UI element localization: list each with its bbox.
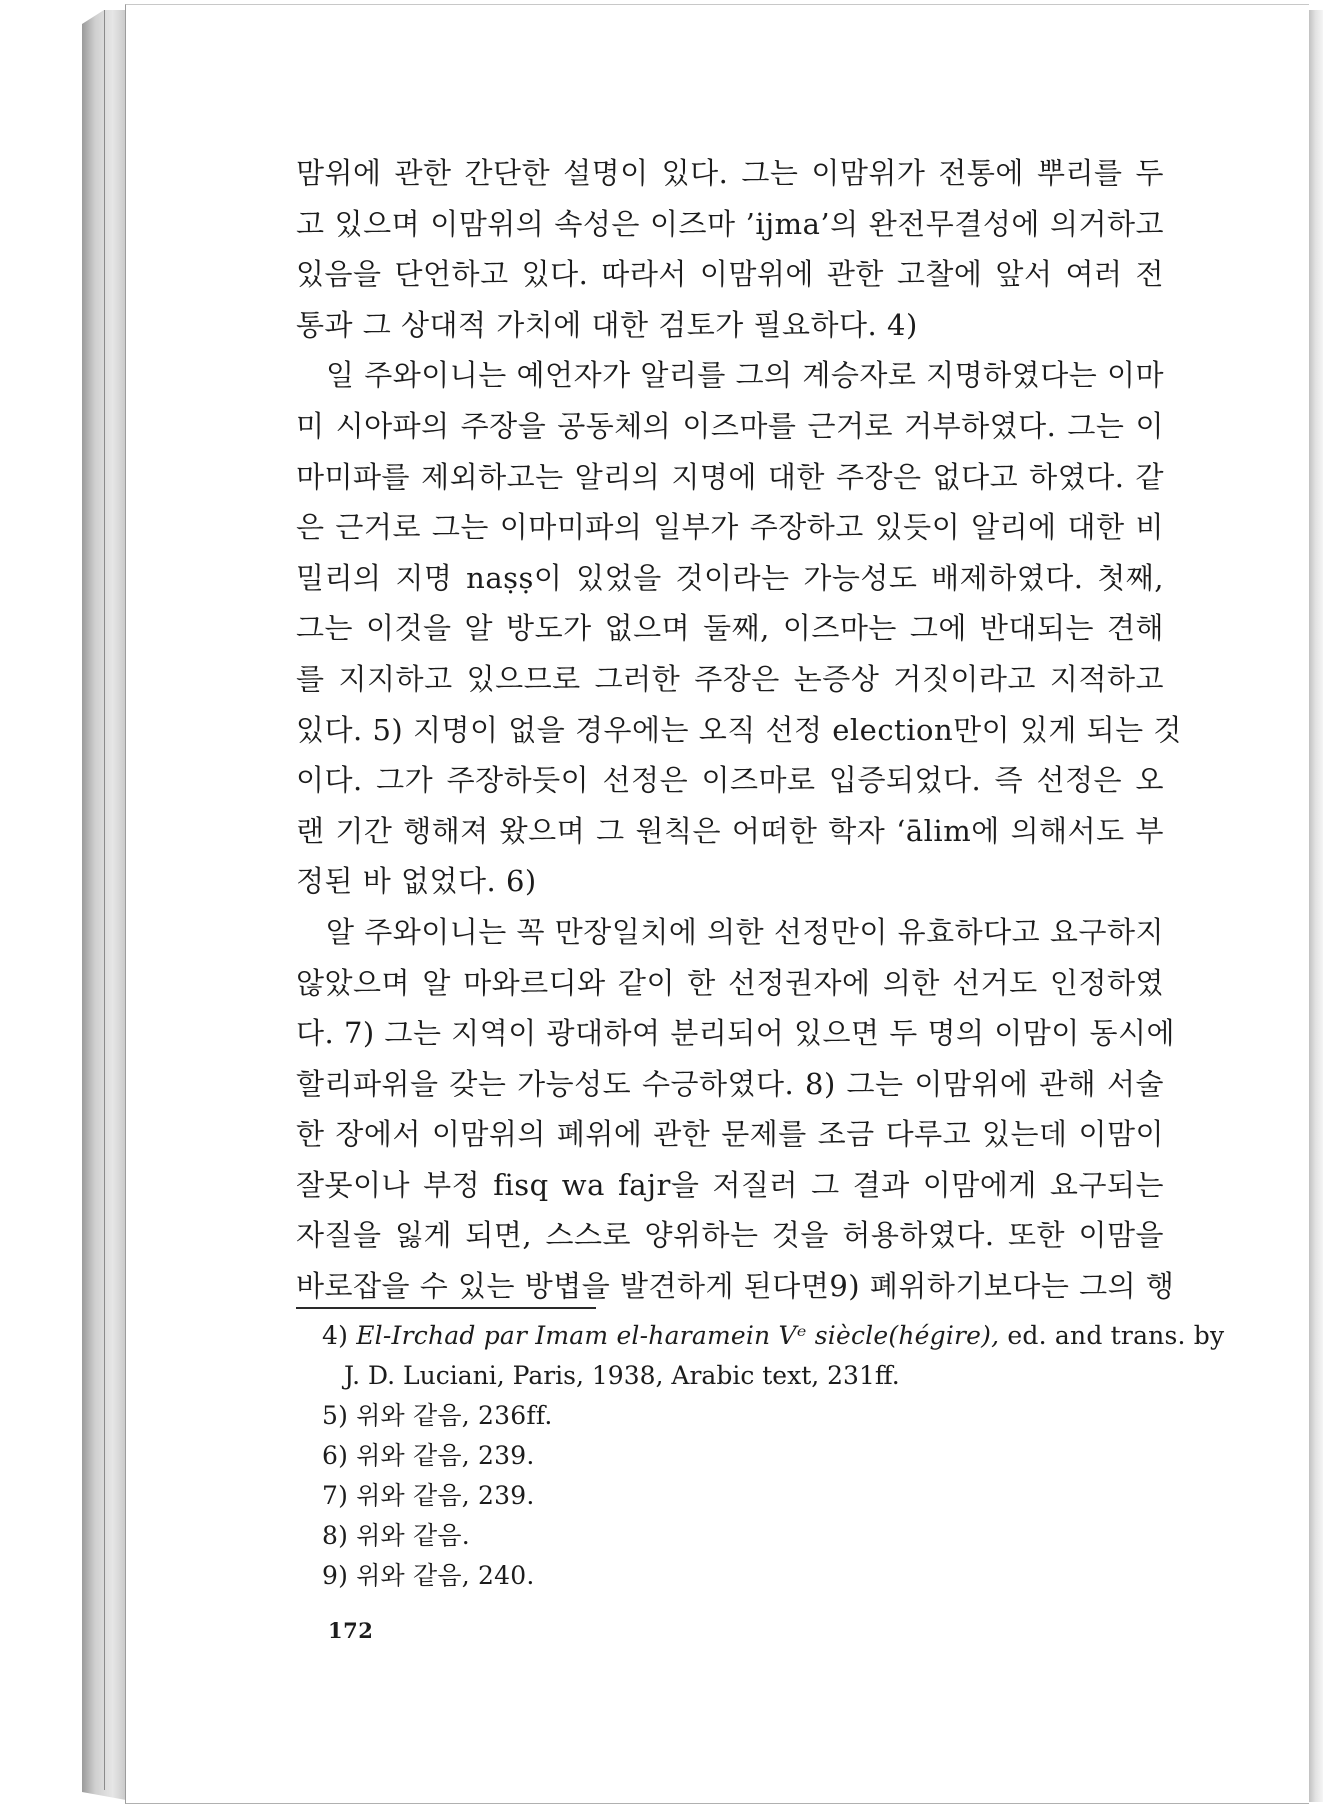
body-line: 은 근거로 그는 이마미파의 일부가 주장하고 있듯이 알리에 대한 비: [296, 510, 1164, 545]
body-line: 다. 7) 그는 지역이 광대하여 분리되어 있으면 두 명의 이맘이 동시에: [296, 1016, 1176, 1051]
body-line: 않았으며 알 마와르디와 같이 한 선정권자에 의한 선거도 인정하였: [296, 965, 1164, 1000]
body-line: 랜 기간 행해져 왔으며 그 원칙은 어떠한 학자 ‘ālim에 의해서도 부: [296, 813, 1164, 848]
body-line: 할리파위을 갖는 가능성도 수긍하였다. 8) 그는 이맘위에 관해 서술: [296, 1066, 1164, 1101]
footnote-9: 9) 위와 같음, 240.: [322, 1561, 535, 1590]
page-shadow: [1308, 10, 1323, 1802]
body-line: 맘위에 관한 간단한 설명이 있다. 그는 이맘위가 전통에 뿌리를 두: [296, 156, 1164, 190]
body-text: [296, 148, 1182, 1312]
body-line: 일 주와이니는 예언자가 알리를 그의 계승자로 지명하였다는 이마: [326, 358, 1164, 393]
footnote-4-continued: J. D. Luciani, Paris, 1938, Arabic text, 231ff.: [344, 1361, 900, 1390]
body-line: 를 지지하고 있으므로 그러한 주장은 논증상 거짓이라고 지적하고: [296, 661, 1164, 696]
body-line: 있음을 단언하고 있다. 따라서 이맘위에 관한 고찰에 앞서 여러 전: [296, 257, 1164, 292]
body-line: 바로잡을 수 있는 방볍을 발견하게 된다면9) 폐위하기보다는 그의 행: [296, 1269, 1175, 1304]
body-line: 자질을 잃게 되면, 스스로 양위하는 것을 허용하였다. 또한 이맘을: [296, 1218, 1164, 1253]
footnote-6: 6) 위와 같음, 239.: [322, 1441, 535, 1470]
body-line: 그는 이것을 알 방도가 없으며 둘째, 이즈마는 그에 반대되는 견해: [296, 611, 1164, 646]
body-line: 있다. 5) 지명이 없을 경우에는 오직 선정 election만이 있게 되는 것: [296, 712, 1182, 747]
body-line: 이다. 그가 주장하듯이 선정은 이즈마로 입증되었다. 즉 선정은 오: [296, 763, 1164, 798]
footnote-5: 5) 위와 같음, 236ff.: [322, 1401, 553, 1430]
page-number: 172: [328, 1618, 374, 1643]
body-line: 한 장에서 이맘위의 폐위에 관한 문제를 조금 다루고 있는데 이맘이: [296, 1117, 1164, 1152]
body-line: 고 있으며 이맘위의 속성은 이즈마 ’ijma’의 완전무결성에 의거하고: [296, 206, 1164, 241]
footnote-4-title: El-Irchad par Imam el-haramein Vᵉ siècle(hégire),: [356, 1321, 1000, 1350]
body-line: 밀리의 지명 naṣṣ이 있었을 것이라는 가능성도 배제하였다. 첫째,: [296, 560, 1164, 595]
body-line: 미 시아파의 주장을 공동체의 이즈마를 근거로 거부하였다. 그는 이: [296, 408, 1164, 443]
footnote-4: [322, 1316, 1225, 1356]
body-line: 정된 바 없었다. 6): [296, 864, 537, 899]
body-line: 마미파를 제외하고는 알리의 지명에 대한 주장은 없다고 하였다. 같: [296, 459, 1164, 494]
book-edge-line: [104, 10, 105, 1790]
body-line: 통과 그 상대적 가치에 대한 검토가 필요하다. 4): [296, 307, 918, 342]
footnotes: [322, 1316, 1225, 1596]
body-line: 잘못이나 부정 fisq wa fajr을 저질러 그 결과 이맘에게 요구되는: [296, 1167, 1164, 1202]
footnote-divider: [296, 1307, 596, 1309]
footnote-number: 4): [322, 1321, 349, 1350]
footnote-8: 8) 위와 같음.: [322, 1521, 470, 1550]
body-line: 알 주와이니는 꼭 만장일치에 의한 선정만이 유효하다고 요구하지: [326, 914, 1164, 949]
footnote-4-rest: ed. and trans. by: [999, 1321, 1225, 1350]
footnote-7: 7) 위와 같음, 239.: [322, 1481, 535, 1510]
